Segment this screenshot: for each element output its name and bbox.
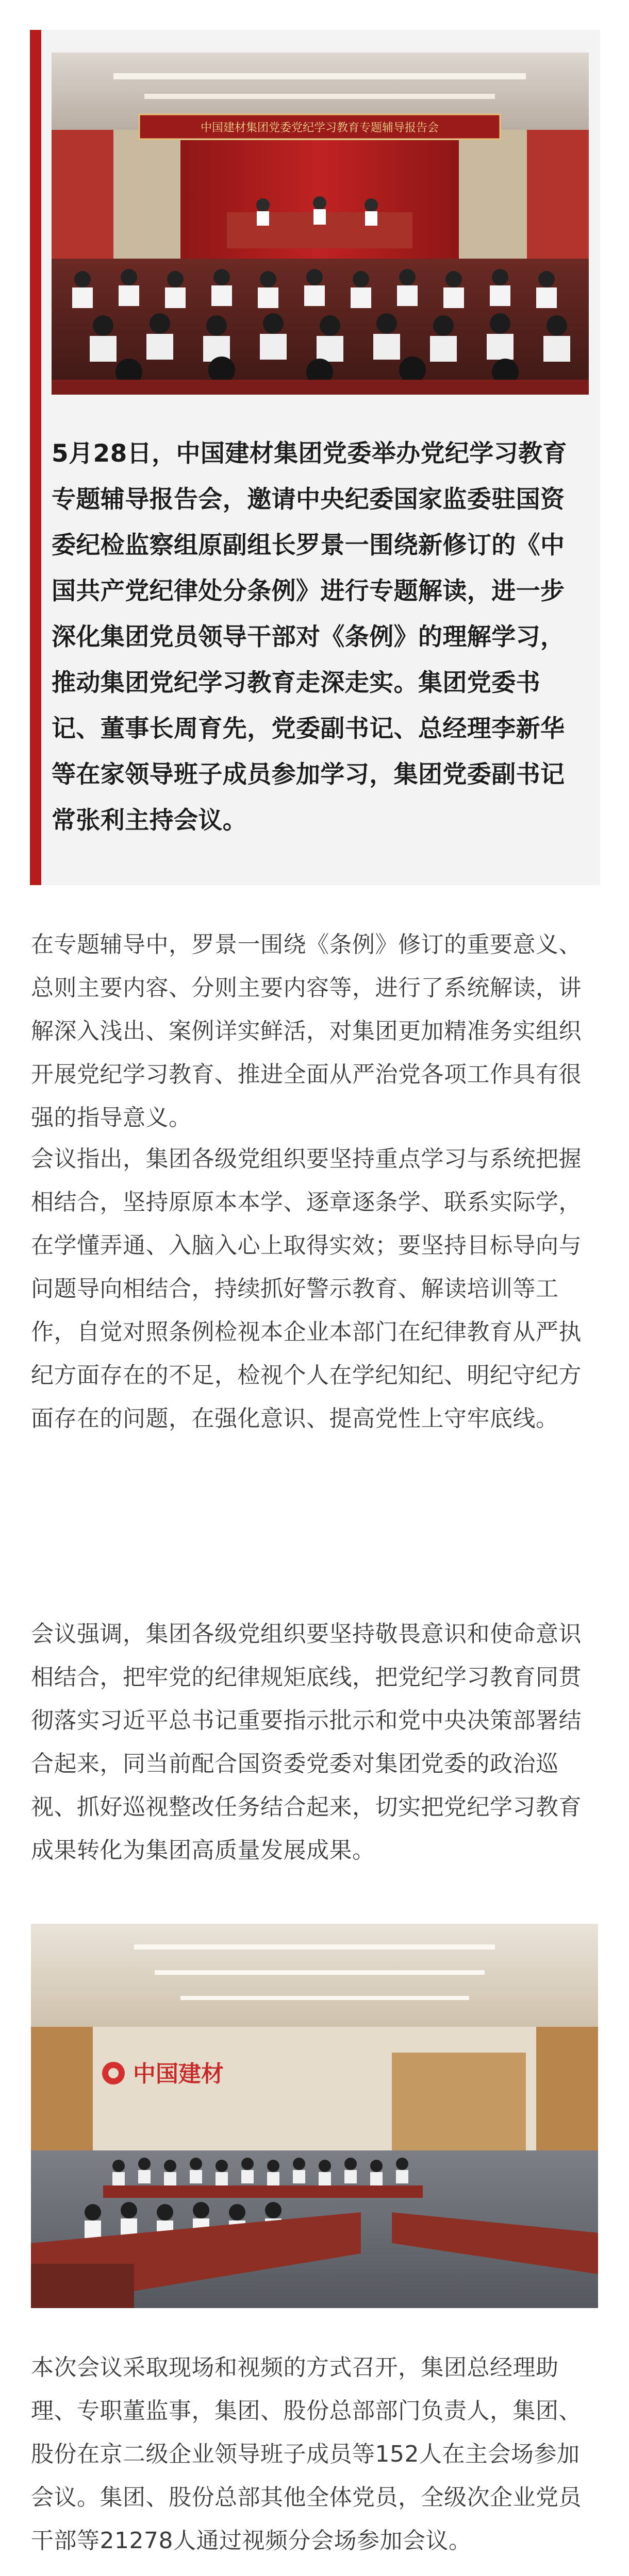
- banner-text: 中国建材集团党委党纪学习教育专题辅导报告会: [200, 122, 439, 134]
- paragraph-1: 在专题辅导中，罗景一围绕《条例》修订的重要意义、总则主要内容、分则主要内容等，进行了系统解读，讲解深入浅出、案例详实鲜活，对集团更加精准务实组织开展党纪学习教育、推进全面从严治党各项工作具有很强的指导意义。: [31, 931, 582, 1131]
- paragraph-3: 会议强调，集团各级党组织要坚持敬畏意识和使命意识相结合，把牢党的纪律规矩底线，把党纪学习教育同贯彻落实习近平总书记重要指示批示和党中央决策部署结合起来，同当前配合国资委党委对集团党委的政治巡视、抓好巡视整改任务结合起来，切实把党纪学习教育成果转化为集团高质量发展成果。: [31, 1621, 582, 1863]
- intro-lead: 5月28日，中国建材集团党委举办党纪学习教育专题辅导报告会，邀请中央纪委国家监委驻国资委纪检监察组原副组长罗景一围绕新修订的《中国共产党纪律处分条例》进行专题解读，进一步深化集团党员领导干部对《条例》的理解学习，推动集团党纪学习教育走深走实。集团党委书记、董事长周育先，党委副书记、总经理李新华等在家领导班子成员参加学习，集团党委副书记常张利主持会议。: [52, 439, 567, 835]
- conference-room-illustration: [31, 1924, 598, 2308]
- meeting-hall-photo: [52, 53, 589, 395]
- meeting-hall-illustration: [52, 53, 589, 395]
- conference-room-photo: [31, 1924, 598, 2308]
- logo-text: 中国建材: [133, 2061, 224, 2087]
- paragraph-2: 会议指出，集团各级党组织要坚持重点学习与系统把握相结合，坚持原原本本学、逐章逐条学、联系实际学，在学懂弄通、入脑入心上取得实效；要坚持目标导向与问题导向相结合，持续抓好警示教育、解读培训等工作，自觉对照条例检视本企业本部门在纪律教育从严执纪方面存在的不足，检视个人在学纪知纪、明纪守纪方面存在的问题，在强化意识、提高党性上守牢底线。: [31, 1146, 582, 1432]
- paragraph-4: 本次会议采取现场和视频的方式召开，集团总经理助理、专职董监事，集团、股份总部部门负责人，集团、股份在京二级企业领导班子成员等152人在主会场参加会议。集团、股份总部其他全体党员，全级次企业党员干部等21278人通过视频分会场参加会议。: [31, 2354, 582, 2554]
